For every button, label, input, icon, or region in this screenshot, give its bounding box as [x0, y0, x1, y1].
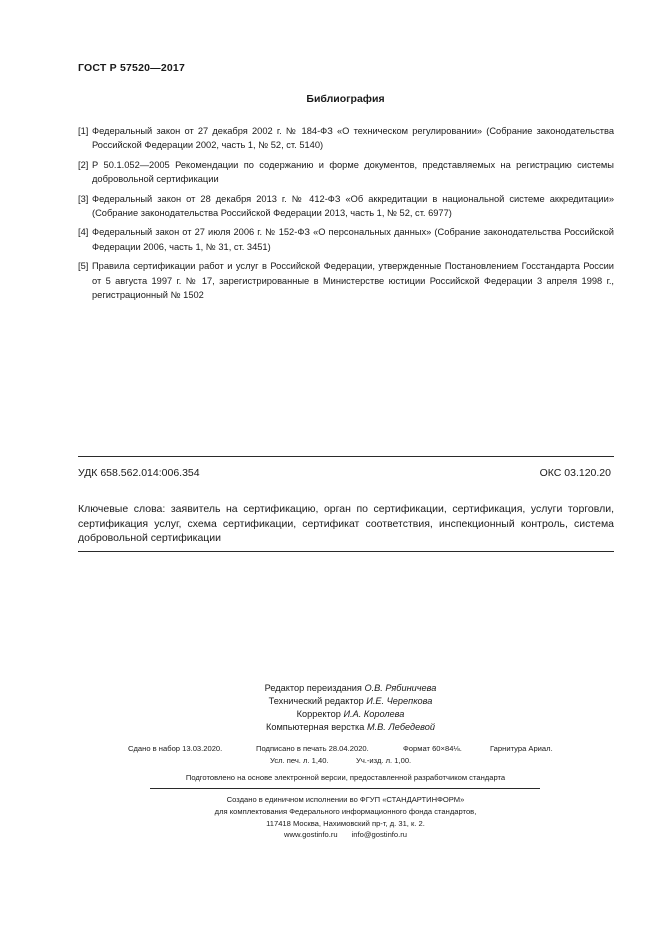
staff-role: Компьютерная верстка — [266, 722, 365, 732]
bibliography-item-number: [2] — [78, 159, 89, 170]
oks-code: ОКС 03.120.20 — [539, 467, 611, 479]
staff-row — [20, 708, 661, 721]
publisher-contacts-inner — [284, 829, 407, 841]
bibliography-item — [78, 259, 614, 302]
bibliography-item-text: Р 50.1.052—2005 Рекомендации по содержанию и форме документов, представляемых на регистрацию системы добровольной сертификации — [92, 159, 614, 185]
imprint-print-sheets: Усл. печ. л. 1,40. — [270, 756, 329, 765]
imprint-format: Формат 60×84⅛. — [403, 744, 462, 753]
imprint-publishing-sheets: Уч.-изд. л. 1,00. — [356, 756, 412, 765]
imprint-submitted: Сдано в набор 13.03.2020. — [128, 744, 223, 753]
staff-name: И.А. Королева — [343, 709, 405, 719]
bibliography-item-text: Федеральный закон от 27 июля 2006 г. № 152-ФЗ «О персональных данных» (Собрание законодательства Российской Федерации 2006, часть 1, № 31, ст. 3451) — [92, 227, 614, 252]
bibliography-item-text: Федеральный закон от 28 декабря 2013 г. № 412-ФЗ «Об аккредитации в национальной системе аккредитации» (Собрание законодательства Российской Федерации 2013, часть 1, № 52, ст. 6977) — [92, 193, 614, 219]
prepared-note — [0, 773, 661, 782]
staff-name: И.Е. Черепкова — [366, 696, 433, 706]
bibliography-list — [78, 124, 614, 307]
publisher-email-link[interactable]: info@gostinfo.ru — [351, 830, 408, 840]
publisher-info — [0, 794, 661, 841]
bibliography-item — [78, 192, 614, 221]
staff-credits — [0, 682, 661, 734]
divider-top — [78, 456, 614, 457]
bibliography-item — [78, 158, 614, 187]
divider-bottom — [78, 551, 614, 552]
bibliography-item — [78, 124, 614, 153]
section-title — [0, 93, 661, 105]
staff-role: Технический редактор — [268, 696, 364, 706]
divider-publisher — [150, 788, 540, 789]
publisher-contacts — [15, 829, 661, 841]
staff-name: О.В. Рябиничева — [364, 683, 437, 693]
staff-row — [20, 721, 661, 734]
bibliography-item-number: [5] — [78, 261, 89, 272]
publisher-website-link[interactable]: www.gostinfo.ru — [283, 830, 338, 840]
staff-row — [20, 695, 661, 708]
bibliography-item — [78, 225, 614, 254]
publisher-line: для комплектования Федерального информационного фонда стандартов, — [214, 806, 477, 816]
imprint-typeface: Гарнитура Ариал. — [490, 744, 553, 753]
publisher-address: 117418 Москва, Нахимовский пр-т, д. 31, к. 2. — [266, 818, 425, 828]
staff-role: Корректор — [296, 709, 341, 719]
staff-row — [20, 682, 661, 695]
staff-role: Редактор переиздания — [264, 683, 362, 693]
bibliography-item-text: Правила сертификации работ и услуг в Российской Федерации, утвержденные Постановлением Госстандарта России от 5 августа 1997 г. № 17, зарегистрированные в Министерстве юстиции Российской Федерации 3 апреля 1998 г., регистрационный № 1502 — [92, 261, 614, 301]
bibliography-item-number: [1] — [78, 126, 89, 136]
bibliography-item-number: [3] — [78, 193, 89, 204]
bibliography-item-number: [4] — [78, 227, 89, 238]
keywords-paragraph: Ключевые слова: заявитель на сертификацию, орган по сертификации, сертификация, услуги торговли, сертификация услуг, схема сертификации, сертификат соответствия, инспекционный контроль, система добровольной сертификации — [78, 503, 614, 544]
staff-name: М.В. Лебедевой — [366, 722, 435, 732]
prepared-note-text: Подготовлено на основе электронной версии, предоставленной разработчиком стандарта — [185, 773, 506, 782]
section-title-text: Библиография — [306, 93, 385, 105]
imprint-signed: Подписано в печать 28.04.2020. — [256, 744, 369, 753]
publisher-line: Создано в единичном исполнении во ФГУП «СТАНДАРТИНФОРМ» — [226, 795, 465, 804]
document-code: ГОСТ Р 57520—2017 — [78, 62, 186, 74]
bibliography-item-text: Федеральный закон от 27 декабря 2002 г. № 184-ФЗ «О техническом регулировании» (Собрание законодательства Российской Федерации 2002, часть 1, № 52, ст. 5140) — [92, 126, 614, 151]
udk-code: УДК 658.562.014:006.354 — [78, 467, 200, 479]
